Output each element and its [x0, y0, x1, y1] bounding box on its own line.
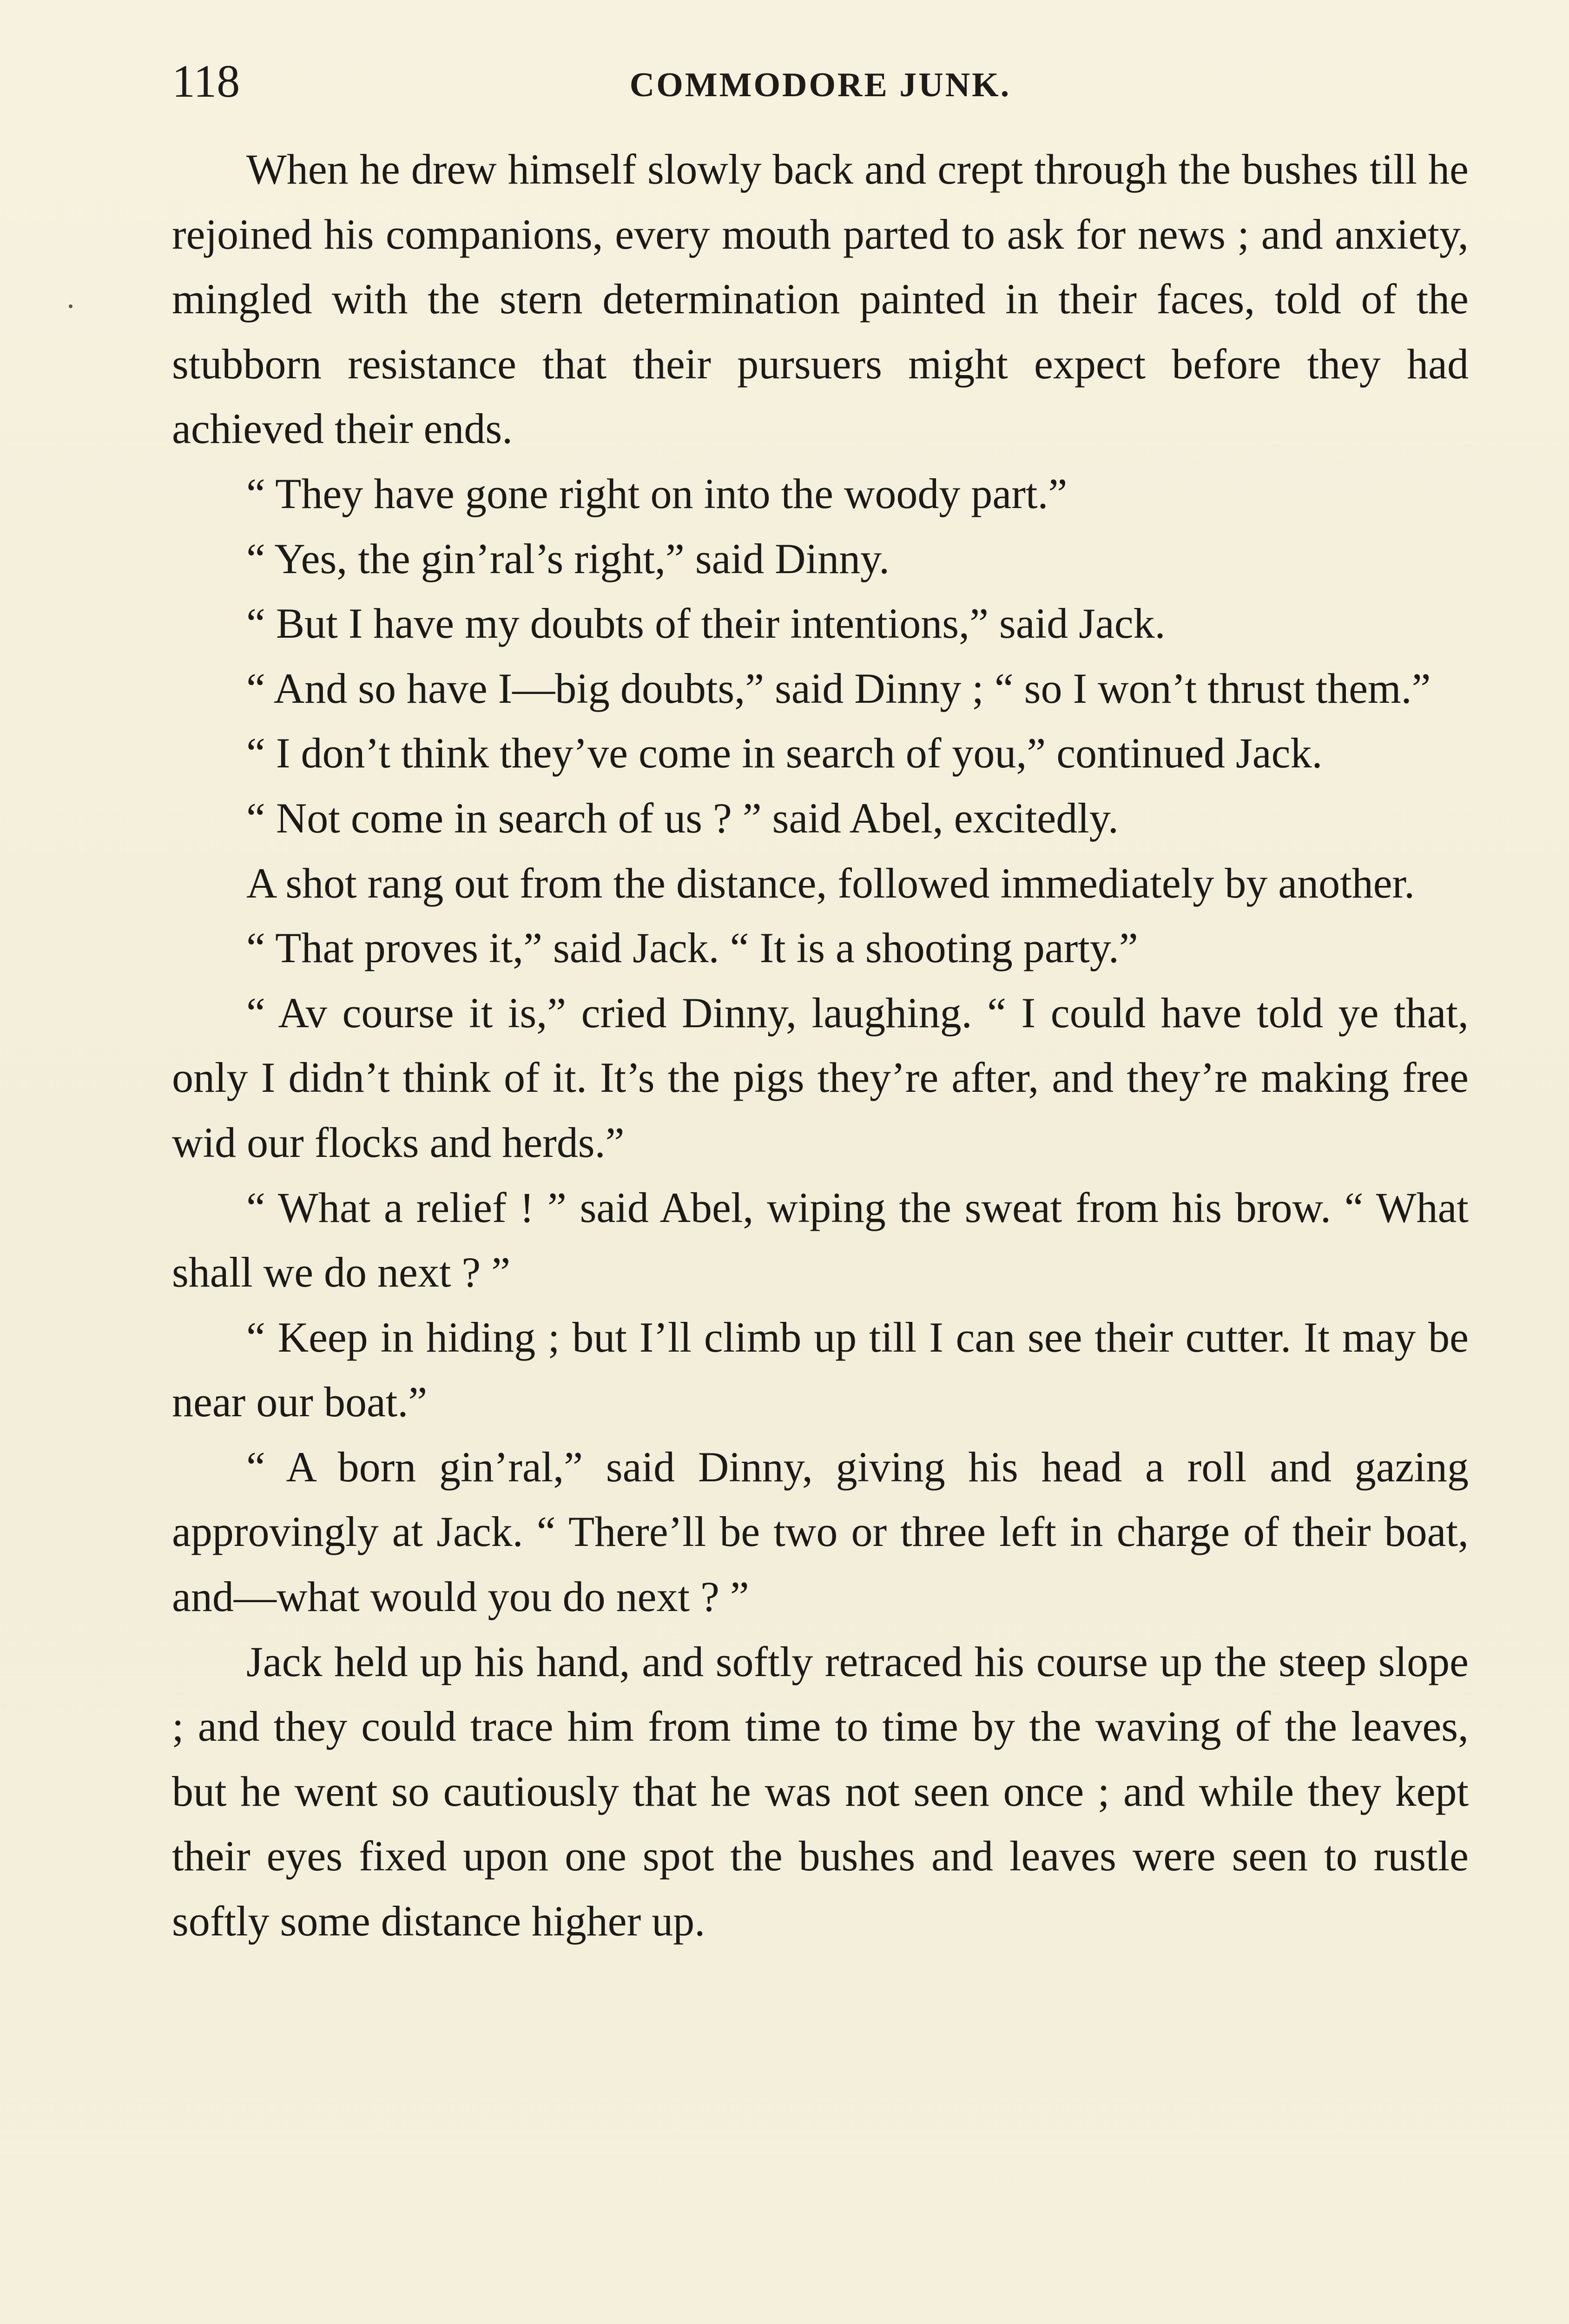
body-text [172, 137, 1469, 1954]
paragraph: “ They have gone right on into the woody part.” [246, 469, 1068, 517]
paragraph: When he drew himself slowly back and crept through the bushes till he rejoined his companions, every mouth parted to ask for news ; and anxiety, mingled with the stern determination painted in their faces, told of the stubborn resistance that their pursuers might expect before they had achieved their ends. [172, 145, 1469, 453]
paragraph: “ But I have my doubts of their intentions,” said Jack. [246, 600, 1166, 647]
page-number: 118 [172, 55, 240, 107]
running-head: COMMODORE JUNK. [629, 66, 1011, 104]
paragraph: A shot rang out from the distance, followed immediately by another. [246, 859, 1415, 907]
paragraph: “ And so have I—big doubts,” said Dinny ; “ so I won’t thrust them.” [246, 664, 1431, 712]
paragraph: “ What a relief ! ” said Abel, wiping the sweat from his brow. “ What shall we do next ? ” [172, 1183, 1469, 1296]
paragraph: “ Not come in search of us ? ” said Abel, excitedly. [246, 794, 1119, 842]
paragraph: “ A born gin’ral,” said Dinny, giving his head a roll and gazing approvingly at Jack. “ There’ll be two or three left in charge of their boat, and—what would you do next ? ” [172, 1443, 1469, 1621]
ink-speck [69, 304, 73, 308]
paragraph: “ Keep in hiding ; but I’ll climb up till I can see their cutter. It may be near our boat.” [172, 1313, 1469, 1426]
paragraph: Jack held up his hand, and softly retraced his course up the steep slope ; and they could trace him from time to time by the waving of the leaves, but he went so cautiously that he was not seen once ; and while they kept their eyes fixed upon one spot the bushes and leaves were seen to rustle softly some distance higher up. [172, 1637, 1469, 1945]
paragraph: “ Av course it is,” cried Dinny, laughing. “ I could have told ye that, only I didn’t think of it. It’s the pigs they’re after, and they’re making free wid our flocks and herds.” [172, 989, 1469, 1166]
paragraph: “ That proves it,” said Jack. “ It is a shooting party.” [246, 924, 1138, 972]
page-header [172, 53, 1469, 109]
paragraph: “ I don’t think they’ve come in search of you,” continued Jack. [246, 729, 1323, 777]
paragraph: “ Yes, the gin’ral’s right,” said Dinny. [246, 535, 890, 582]
